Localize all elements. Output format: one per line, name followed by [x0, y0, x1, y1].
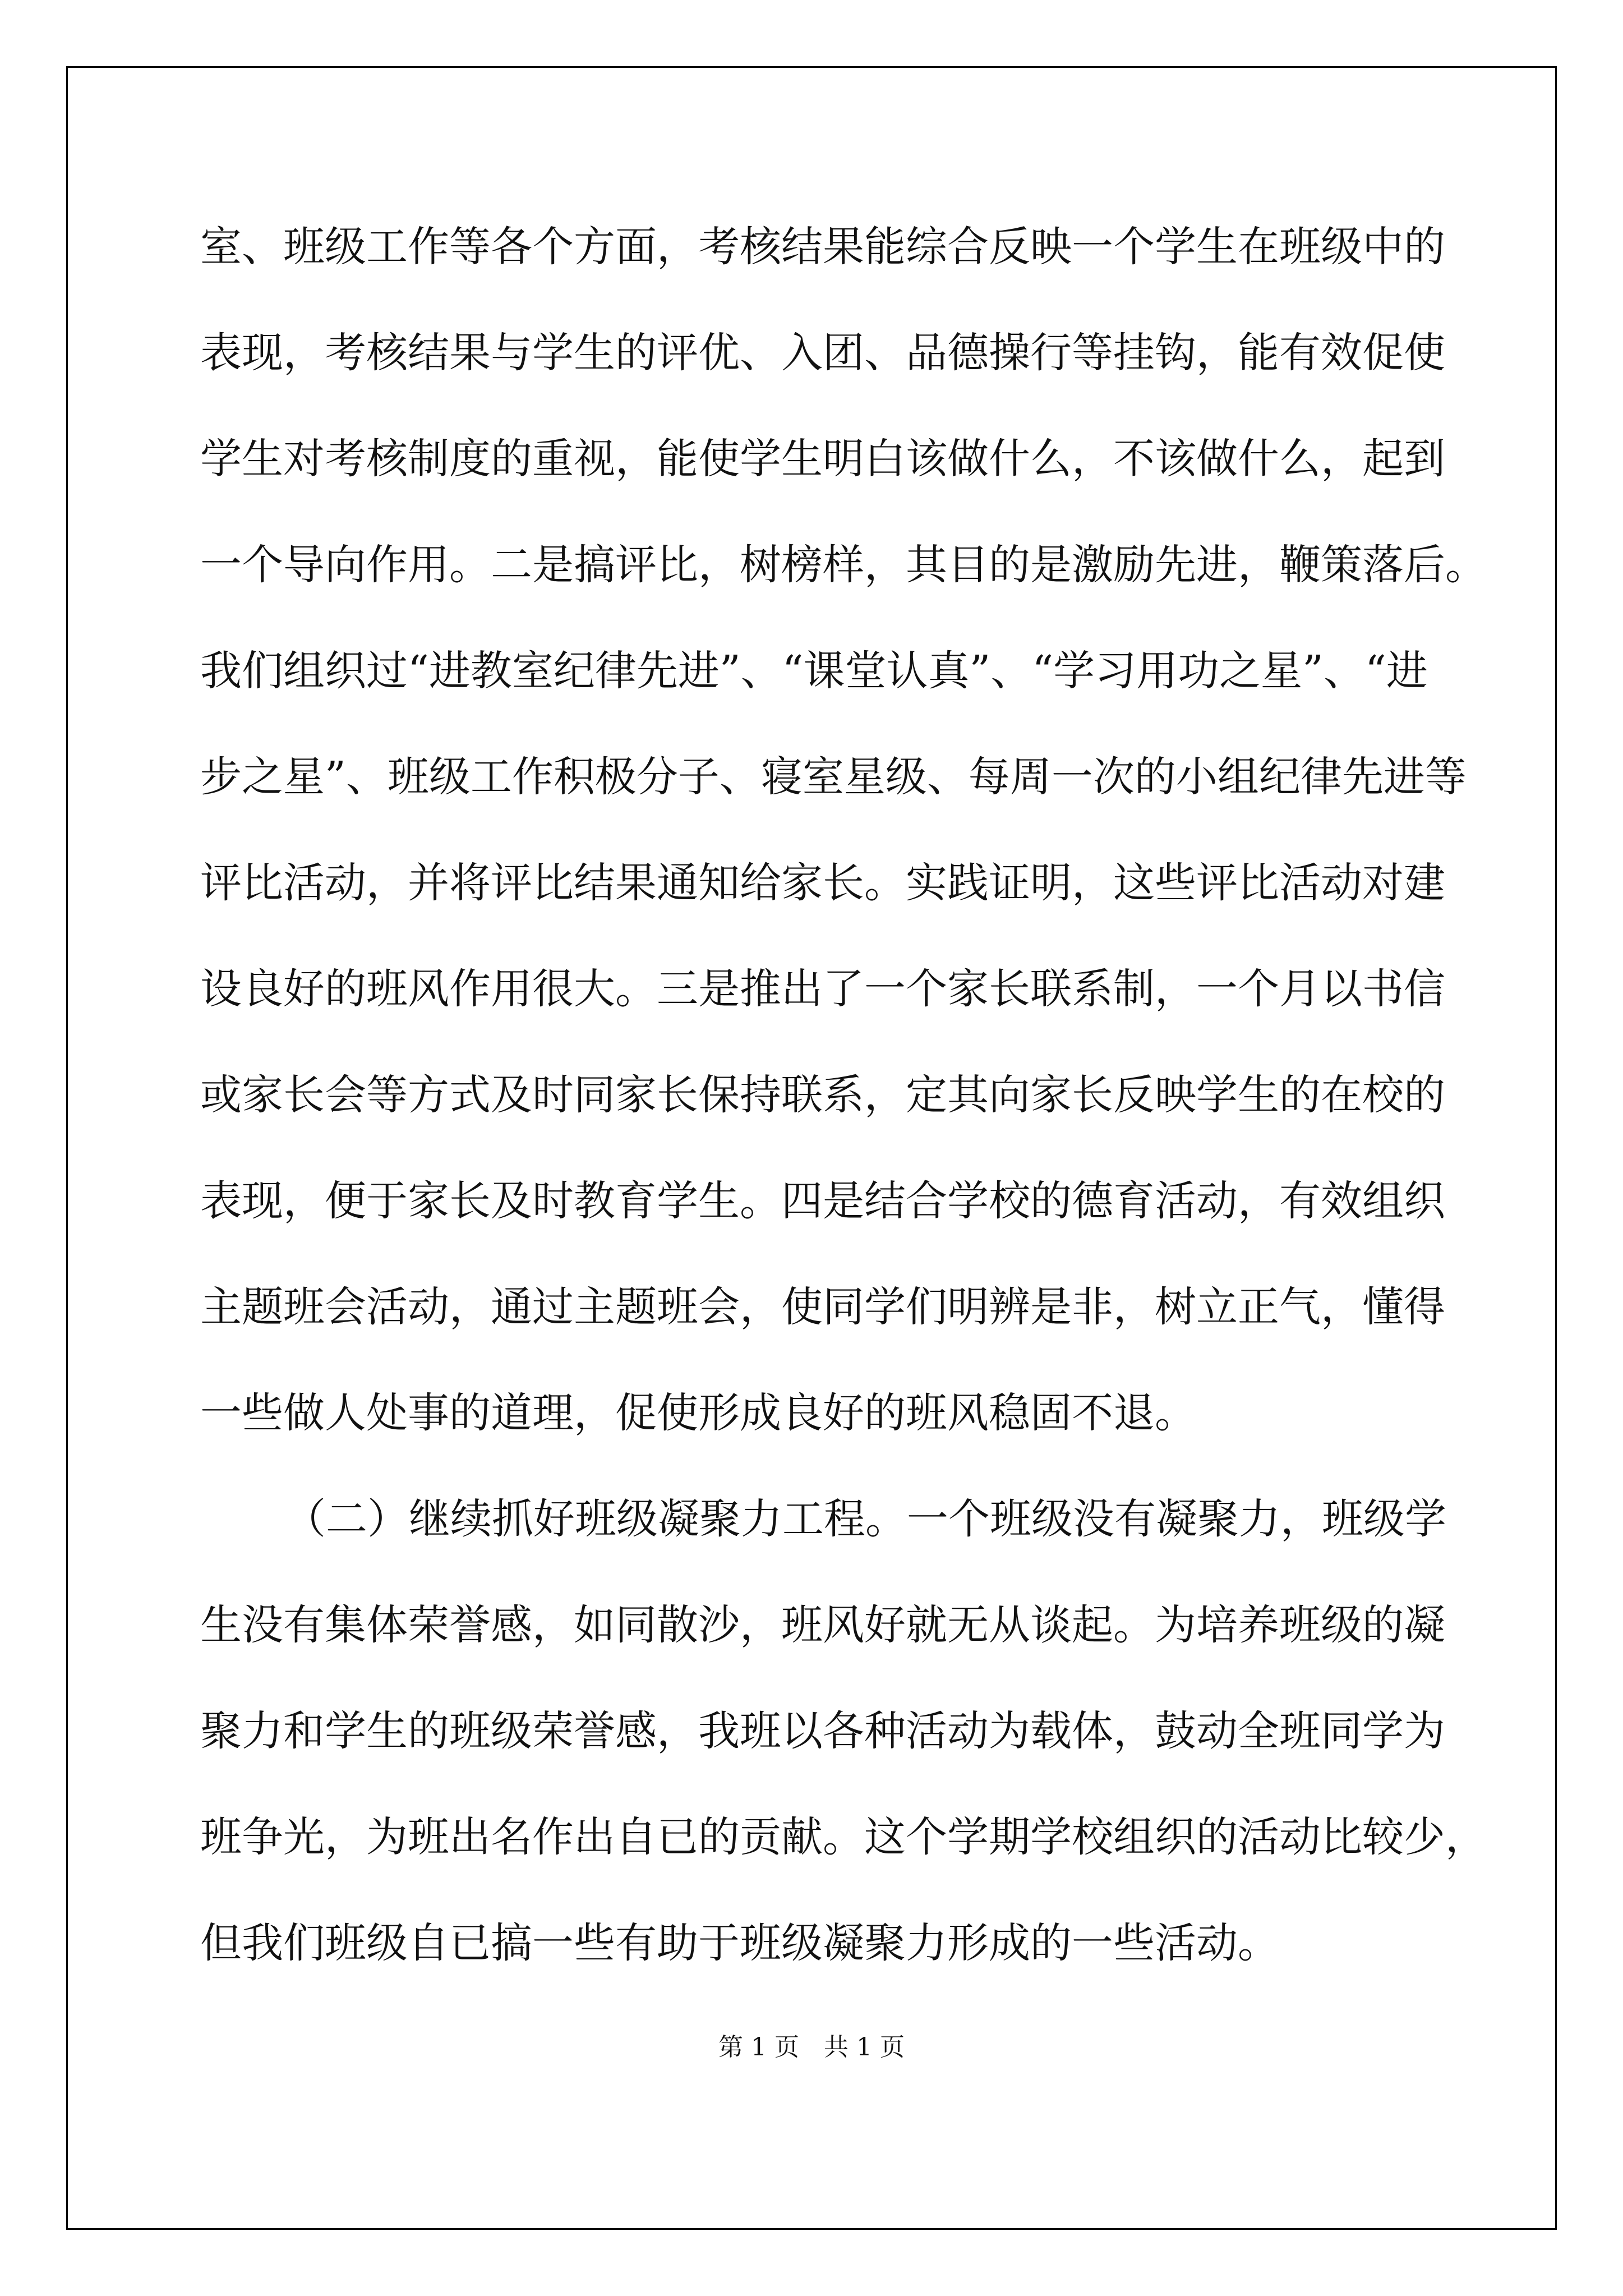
text-line: 主题班会活动，通过主题班会，使同学们明辨是非，树立正气，懂得	[200, 1283, 1445, 1331]
text-line: 或家长会等方式及时同家长保持联系，定其向家长反映学生的在校的	[200, 1071, 1445, 1119]
text-line: 但我们班级自已搞一些有助于班级凝聚力形成的一些活动。	[200, 1919, 1279, 1967]
text-line: （二）继续抓好班级凝聚力工程。一个班级没有凝聚力，班级学	[284, 1495, 1446, 1543]
text-line: 一些做人处事的道理，促使形成良好的班风稳固不退。	[200, 1389, 1196, 1437]
text-line: 设良好的班风作用很大。三是推出了一个家长联系制，一个月以书信	[200, 965, 1445, 1013]
text-line: 步之星”、班级工作积极分子、寝室星级、每周一次的小组纪律先进等	[200, 753, 1467, 801]
text-line: 学生对考核制度的重视，能使学生明白该做什么，不该做什么，起到	[200, 435, 1445, 483]
text-line: 室、班级工作等各个方面，考核结果能综合反映一个学生在班级中的	[200, 223, 1445, 271]
text-line: 班争光，为班出名作出自已的贡献。这个学期学校组织的活动比较少，	[200, 1813, 1487, 1861]
page-number: 第 1 页 共 1 页	[718, 2033, 905, 2062]
text-line: 表现，考核结果与学生的评优、入团、品德操行等挂钩，能有效促使	[200, 329, 1445, 377]
text-line: 生没有集体荣誉感，如同散沙，班风好就无从谈起。为培养班级的凝	[200, 1601, 1445, 1649]
text-line: 一个导向作用。二是搞评比，树榜样，其目的是激励先进，鞭策落后。	[200, 541, 1487, 589]
text-line: 我们组织过“进教室纪律先进”、“课堂认真”、“学习用功之星”、“进	[200, 647, 1428, 695]
page-border	[66, 66, 1557, 2230]
text-line: 聚力和学生的班级荣誉感，我班以各种活动为载体，鼓动全班同学为	[200, 1707, 1445, 1755]
text-line: 评比活动，并将评比结果通知给家长。实践证明，这些评比活动对建	[200, 859, 1445, 907]
text-line: 表现，便于家长及时教育学生。四是结合学校的德育活动，有效组织	[200, 1177, 1445, 1225]
